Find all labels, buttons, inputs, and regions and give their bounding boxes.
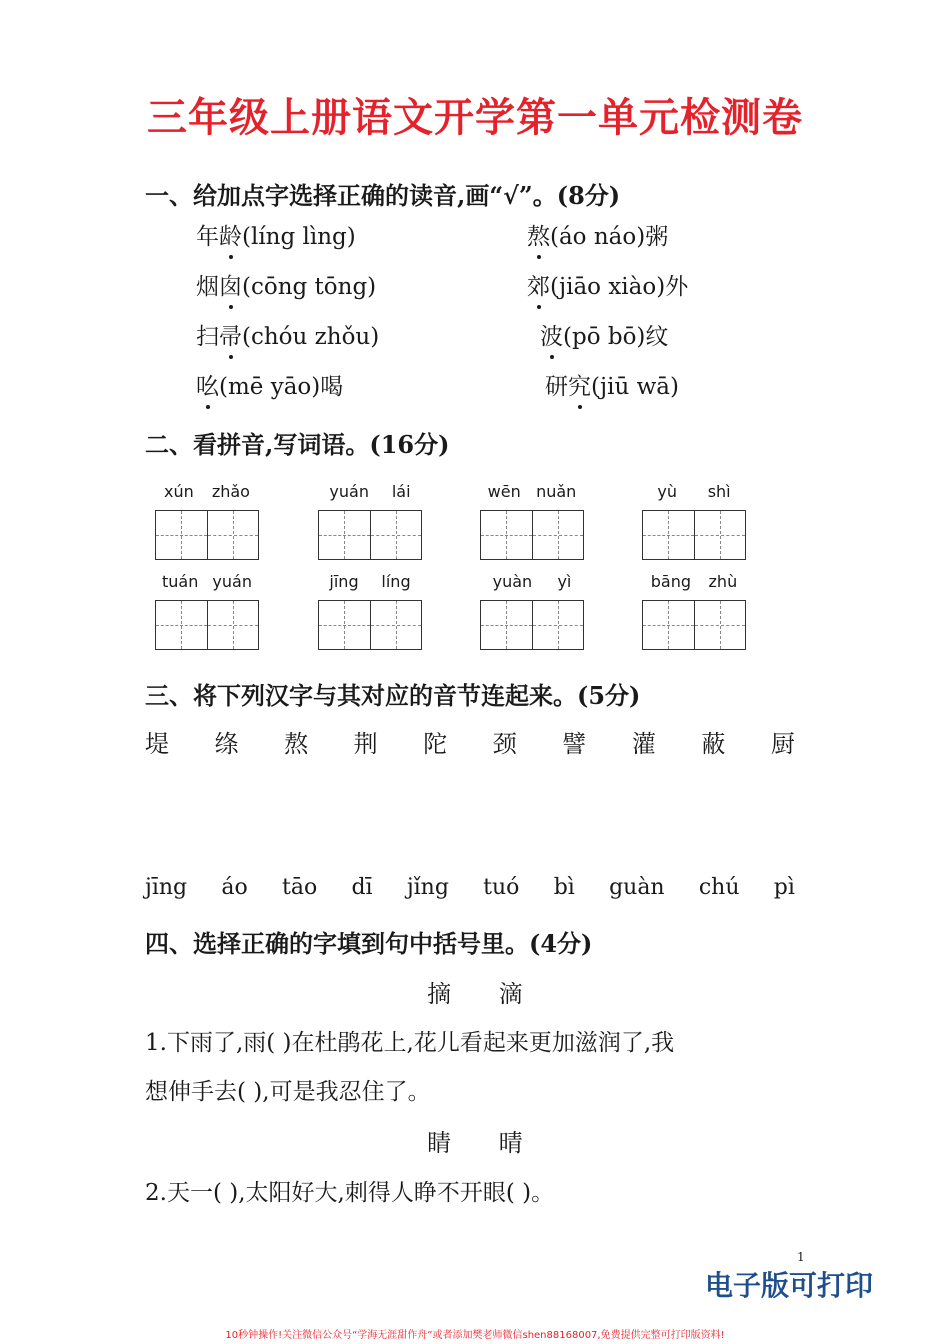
- match-syllable[interactable]: áo: [221, 875, 248, 900]
- dotted-char: 究: [568, 368, 591, 401]
- pinyin-syllable: wēn: [487, 482, 521, 501]
- page-number: 1: [797, 1250, 805, 1264]
- tianzige-grid[interactable]: [155, 600, 259, 650]
- item-options: (jiāo xiào)外: [550, 274, 689, 300]
- pinyin-syllable: yì: [557, 572, 572, 591]
- match-syllable[interactable]: dī: [351, 875, 373, 900]
- match-syllable[interactable]: tāo: [281, 875, 318, 900]
- pinyin-writing-group: [480, 482, 584, 560]
- dotted-char: 囱: [219, 268, 242, 301]
- item-options: (mē yāo)喝: [219, 374, 344, 400]
- match-character[interactable]: 灌: [631, 730, 656, 758]
- pronunciation-item: [540, 318, 668, 351]
- pinyin-syllable: nuǎn: [536, 482, 577, 501]
- pinyin-syllable: yuàn: [492, 572, 533, 591]
- pronunciation-item: [196, 318, 379, 351]
- item-prefix: 烟: [196, 274, 219, 300]
- pinyin-syllable: shì: [707, 482, 731, 501]
- pinyin-syllable: líng: [381, 572, 411, 591]
- pinyin-syllable: zhǎo: [211, 482, 250, 501]
- pinyin-writing-group: [480, 572, 584, 650]
- printable-label: 电子版可打印: [705, 1269, 874, 1302]
- pinyin-writing-group: [155, 482, 259, 560]
- match-character[interactable]: 颈: [492, 730, 517, 758]
- tianzige-grid[interactable]: [480, 510, 584, 560]
- item-options: (chóu zhǒu): [242, 324, 380, 350]
- pinyin-writing-group: [642, 482, 746, 560]
- pronunciation-item: [545, 368, 679, 401]
- pinyin-syllable: bāng: [650, 572, 692, 591]
- pronunciation-item: [527, 268, 688, 301]
- dotted-char: 郊: [527, 268, 550, 301]
- match-character[interactable]: 荆: [353, 730, 378, 758]
- pinyin-writing-group: [155, 572, 259, 650]
- match-character[interactable]: 熬: [284, 730, 309, 758]
- item-options: (áo náo)粥: [550, 224, 669, 250]
- tianzige-grid[interactable]: [155, 510, 259, 560]
- item-options: (líng lìng): [242, 224, 356, 250]
- match-character[interactable]: 厨: [770, 730, 795, 758]
- match-character[interactable]: 譬: [562, 730, 587, 758]
- item-options: (cōng tōng): [242, 274, 377, 300]
- word-options-2: 睛 晴: [427, 1129, 523, 1157]
- pinyin-syllable: tuán: [162, 572, 199, 591]
- tianzige-grid[interactable]: [642, 510, 746, 560]
- item-prefix: 研: [545, 374, 568, 400]
- dotted-char: 波: [540, 318, 563, 351]
- pronunciation-item: [196, 368, 343, 401]
- pinyin-syllable: lái: [391, 482, 411, 501]
- section3-heading: 三、将下列汉字与其对应的音节连起来。(5分): [145, 681, 641, 710]
- tianzige-grid[interactable]: [642, 600, 746, 650]
- item-options: (pō bō)纹: [563, 324, 669, 350]
- item-prefix: 扫: [196, 324, 219, 350]
- matching-syllables: [145, 875, 795, 900]
- tianzige-grid[interactable]: [318, 600, 422, 650]
- matching-characters: [145, 724, 795, 759]
- question-2: 2.天一( ),太阳好大,刺得人睁不开眼( )。: [145, 1180, 555, 1206]
- match-syllable[interactable]: chú: [698, 875, 740, 900]
- match-syllable[interactable]: tuó: [483, 875, 520, 900]
- page-title: 三年级上册语文开学第一单元检测卷: [147, 95, 803, 141]
- item-prefix: 年: [196, 224, 219, 250]
- tianzige-grid[interactable]: [318, 510, 422, 560]
- pronunciation-item: [196, 218, 356, 251]
- pinyin-syllable: yù: [657, 482, 677, 501]
- pronunciation-item: [196, 268, 376, 301]
- match-syllable[interactable]: guàn: [609, 875, 665, 900]
- match-character[interactable]: 绦: [214, 730, 239, 758]
- dotted-char: 吆: [196, 368, 219, 401]
- match-character[interactable]: 陀: [423, 730, 448, 758]
- pinyin-syllable: xún: [164, 482, 194, 501]
- pinyin-syllable: yuán: [212, 572, 252, 591]
- dotted-char: 龄: [219, 218, 242, 251]
- item-options: (jiū wā): [591, 374, 679, 400]
- section2-heading: 二、看拼音,写词语。(16分): [145, 430, 450, 459]
- match-syllable[interactable]: jīng: [145, 875, 188, 900]
- match-character[interactable]: 堤: [145, 730, 169, 758]
- match-syllable[interactable]: bì: [553, 875, 575, 900]
- match-syllable[interactable]: jǐng: [406, 875, 449, 900]
- pinyin-writing-group: [318, 572, 422, 650]
- pinyin-writing-group: [642, 572, 746, 650]
- pinyin-writing-group: [318, 482, 422, 560]
- section1-heading: 一、给加点字选择正确的读音,画“√”。(8分): [145, 181, 621, 210]
- match-syllable[interactable]: pì: [773, 875, 795, 900]
- match-character[interactable]: 蔽: [701, 730, 726, 758]
- question-1-line-2: 想伸手去( ),可是我忍住了。: [145, 1079, 431, 1105]
- section4-heading: 四、选择正确的字填到句中括号里。(4分): [145, 929, 593, 958]
- footer-note: 10秒钟操作!关注微信公众号“学海无涯甜作舟”或者添加樊老师微信shen88168007,免费提供完整可打印版资料!: [225, 1330, 725, 1341]
- dotted-char: 熬: [527, 218, 550, 251]
- pinyin-syllable: jīng: [329, 572, 359, 591]
- pinyin-syllable: yuán: [329, 482, 369, 501]
- pronunciation-item: [527, 218, 668, 251]
- pinyin-syllable: zhù: [708, 572, 738, 591]
- tianzige-grid[interactable]: [480, 600, 584, 650]
- dotted-char: 帚: [219, 318, 242, 351]
- word-options-1: 摘 滴: [427, 980, 523, 1008]
- question-1-line-1: 1.下雨了,雨( )在杜鹃花上,花儿看起来更加滋润了,我: [145, 1030, 675, 1056]
